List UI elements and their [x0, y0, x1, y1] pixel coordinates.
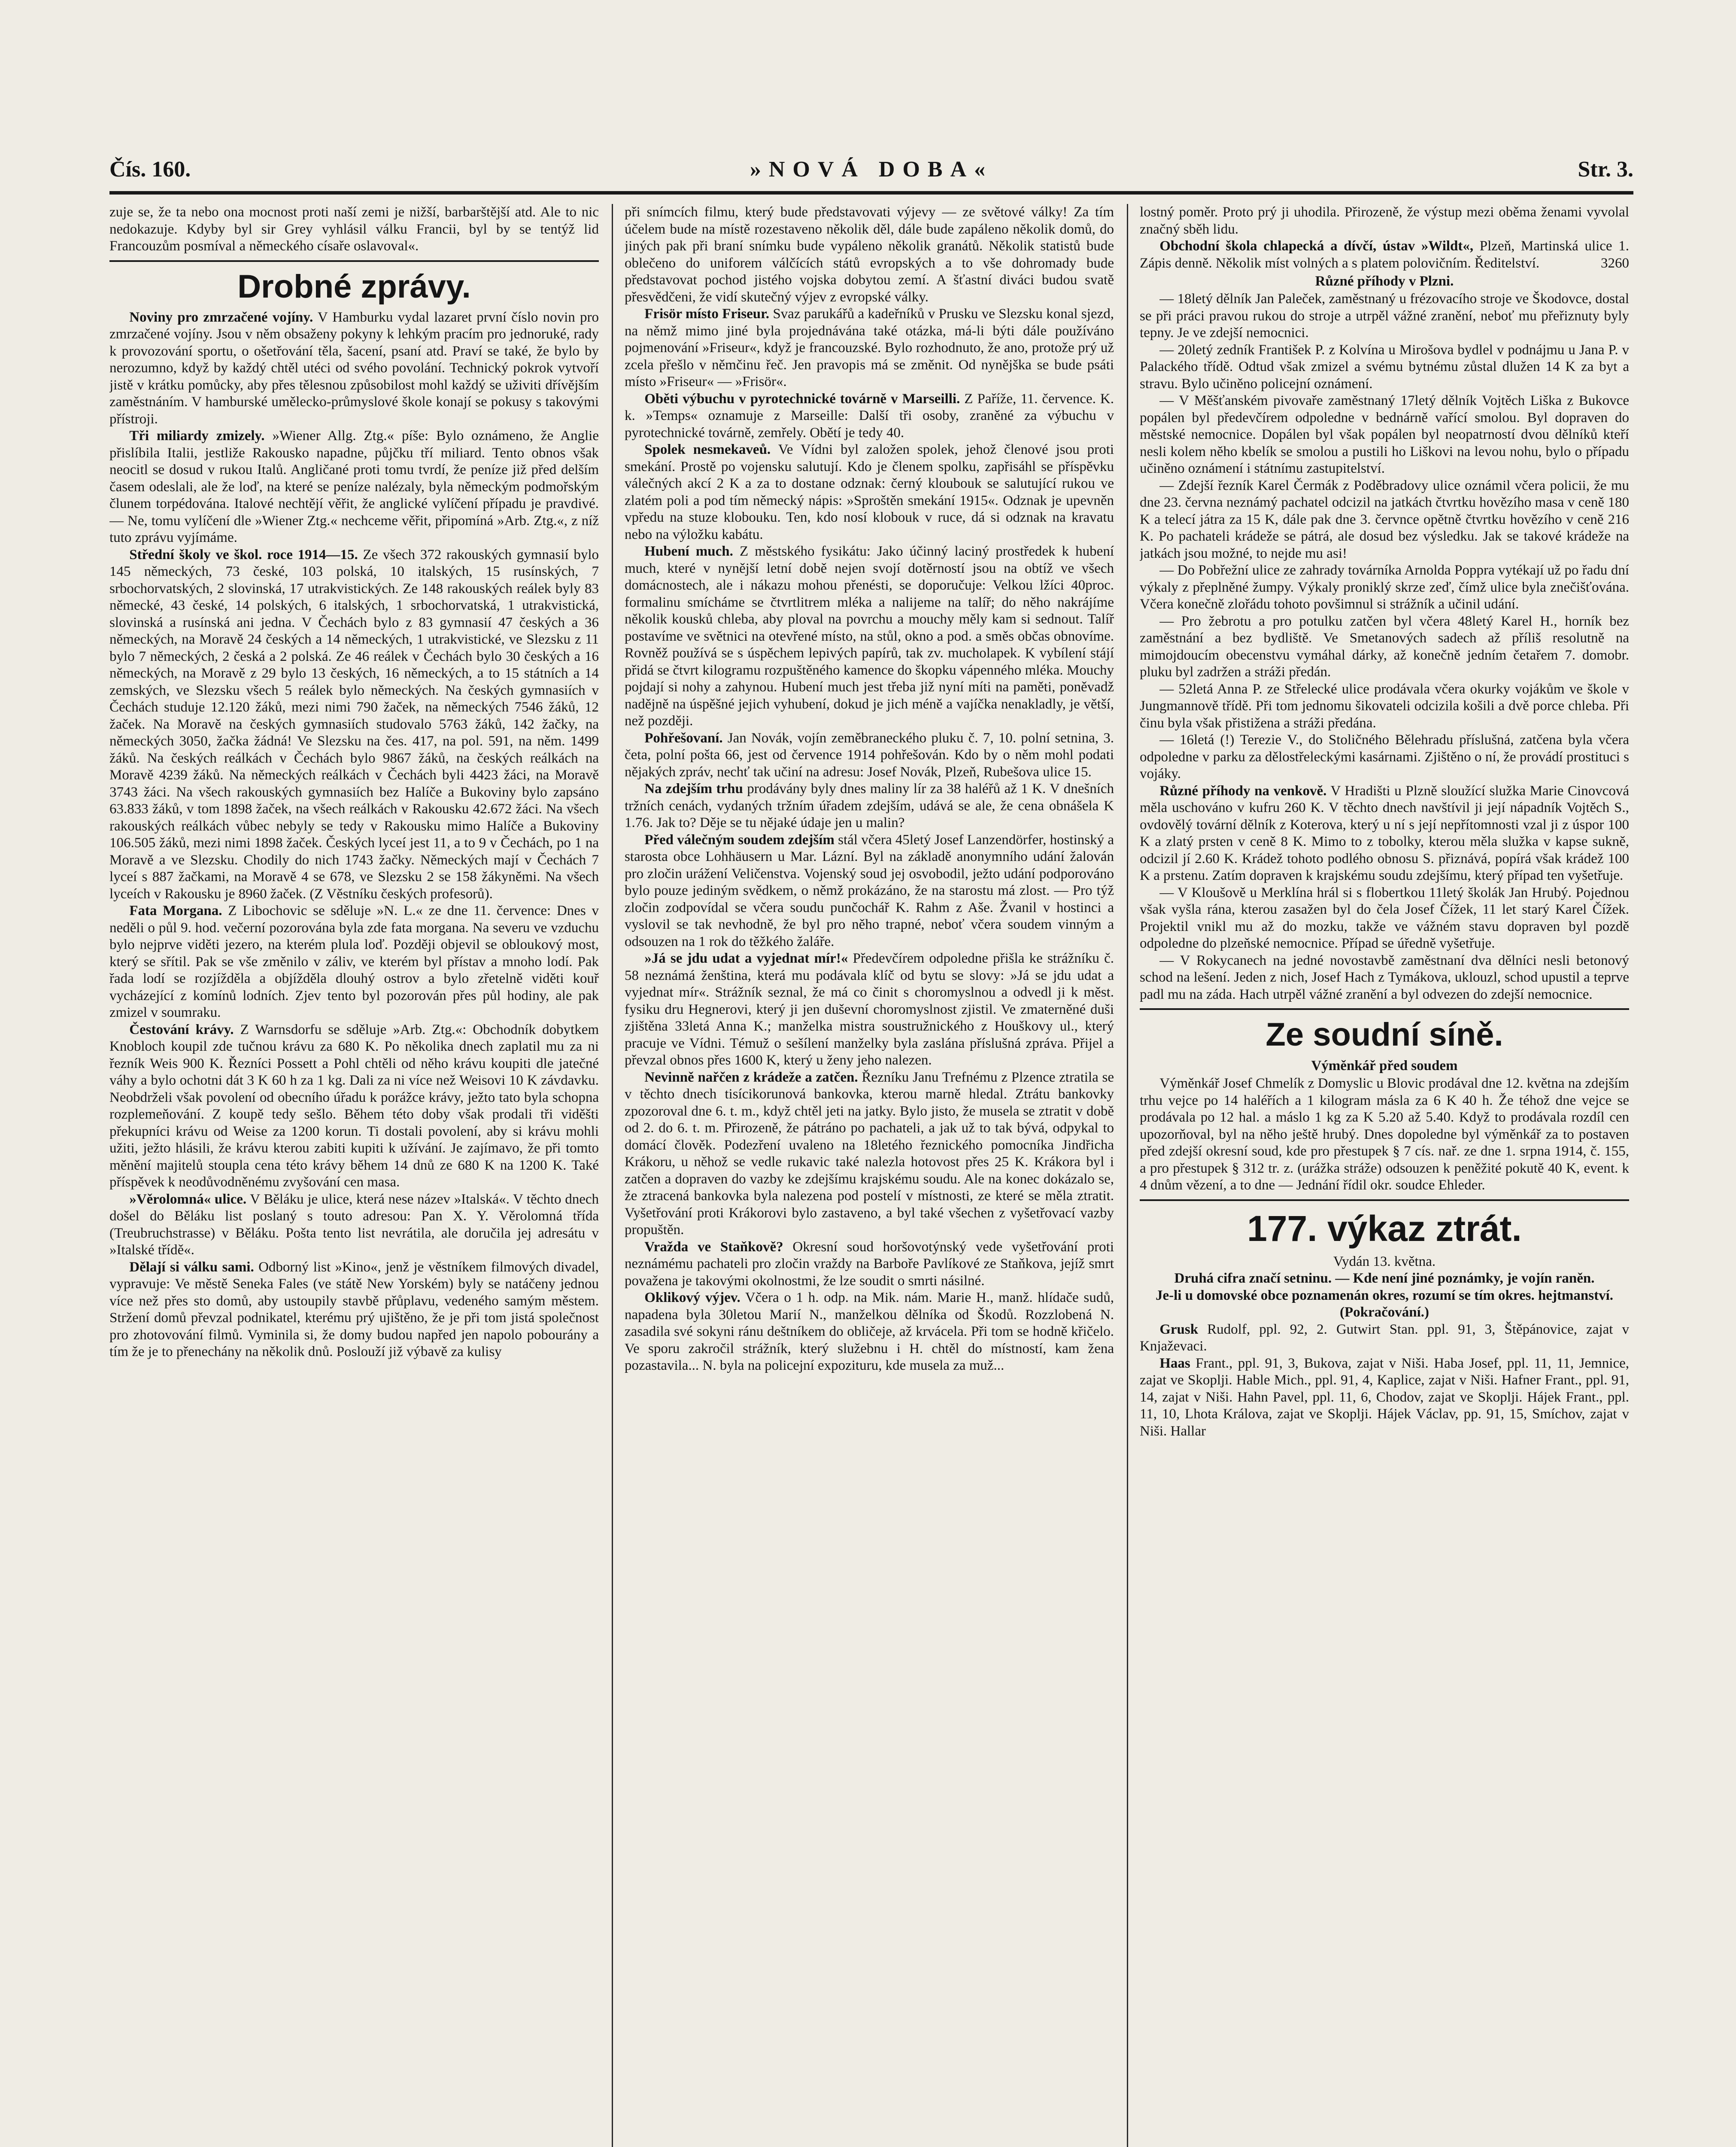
issue-number: Čís. 160.: [109, 157, 191, 182]
news-item: [625, 781, 1114, 832]
casualty-details: Rudolf, ppl. 92, 2. Gutwirt Stan. ppl. 91, 3, Štěpánovice, zajat v Knjaževaci.: [1140, 1321, 1629, 1354]
news-headline: Nevinně nařčen z krádeže a zatčen.: [644, 1069, 858, 1085]
news-headline: Oběti výbuchu v pyrotechnické továrně v Marseilli.: [644, 391, 960, 407]
news-item: [109, 1259, 599, 1361]
news-headline: Spolek nesmekaveů.: [644, 442, 771, 457]
news-headline: Pohřešovaní.: [644, 730, 723, 746]
section-rule: [109, 260, 599, 262]
subsection-title: Výměnkář před soudem: [1311, 1058, 1458, 1074]
news-body: Ve Vídni byl založen spolek, jehož členové jsou proti smekání. Prostě po vojensku salutují. Kdo je členem spolku, zapřisáhl se příspěvku válečných akcí 2 K a za to dostane odznak: černý kloubouk se salutující rukou ve zlatém poli a pod tím německý nápis: »Sproštěn smekání 1915«. Odznak je upevněn vpředu na stuze klobouku. Ten, kdo nosí klobouk v ruce, dá si odznak na kravatu nebo na výložku kabátu.: [625, 442, 1114, 542]
news-body: — V Kloušově u Merklína hrál si s flobertkou 11letý školák Jan Hrubý. Pojednou však vyšla rána, kterou zasažen byl do čela Josef Čížek, 11 let starý Karel Čížek. Projektil vnikl mu až do mozku, takže ve vážném stavu dopraven byl pozdě odpoledne do plzeňské nemocnice. Případ se úředně vyšetřuje.: [1140, 885, 1629, 951]
news-item: [625, 1289, 1114, 1375]
news-body: Svaz parukářů a kadeřníků v Prusku ve Slezsku konal sjezd, na němž mimo jiné byla projednávána také otázka, má-li býti dále používáno pojmenování »Friseur«, když je francouzské. Bylo rozhodnuto, že ano, protože prý už zcela přešlo v němčinu řeč. Jen pravopis má se změnit. Od nynějška se bude psáti místo »Friseur« — »Frisör«.: [625, 306, 1114, 389]
news-body: V Hamburku vydal lazaret první číslo novin pro zmrzačené vojíny. Jsou v něm obsaženy pokyny k lehkým pracím pro jednoruké, rady k provozování sportu, o ošetřování těla, šacení, psaní atd. Praví se také, že bylo by nerozumno, když by každý chtěl utéci od svého povolání. Technický pokrok vytvoří jistě v krátku pomůcky, aby přes tělesnou způsobilost mohl každý se uživiti dřívějším zaměstnáním. V hamburské umělecko-průmyslové škole konají se pokusy s takovými přístroji.: [109, 309, 599, 427]
casualty-details: Frant., ppl. 91, 3, Bukova, zajat v Niši. Haba Josef, ppl. 11, 11, Jemnice, zajat ve Skoplji. Hable Mich., ppl. 91, 4, Kaplice, zajat v Niši. Hafner Frant., ppl. 91, 14, zajat v Niši. Hahn Pavel, ppl. 11, 6, Chodov, zajat ve Skoplji. Hájek Frant., ppl. 11, 10, Lhota Králova, zajat ve Skoplji. Hájek Václav, pp. 91, 15, Smíchov, zajat v Niši. Hallar: [1140, 1355, 1629, 1439]
news-body: — Pro žebrotu a pro potulku zatčen byl včera 48letý Karel H., horník bez zaměstnání a bez bydliště. Ve Smetanových sadech až příliš resolutně na mimojdoucím obecenstvu vymáhal dárky, až konečně jedním četařem 7. domobr. pluku byl zadržen a stráži předán.: [1140, 613, 1629, 680]
news-body: Výměnkář Josef Chmelík z Domyslic u Blovic prodával dne 12. května na zdejším trhu vejce po 14 haléřích a 1 kilogram másla za 6 K 40 h. Že téhož dne vejce se prodávala po 12 hal. a máslo 1 kg za K 5.20 až 5.40. Když to prodávala rozdíl cen upozorňoval, byl na něho ještě hrubý. Dnes dopoledne byl výměnkář za to postaven před zdejší okresní soud, kde pro přestupek § 7 cís. nař. ze dne 1. srpna 1914, č. 155, a pro přestupek § 312 tr. z. (urážka stráže) odsouzen k peněžité pokutě 40 K, event. k 4 dnům vězení, a to dne — Jednání řídil okr. soudce Ehleder.: [1140, 1076, 1629, 1193]
casualty-entry: [1140, 1321, 1629, 1355]
casualty-list-continuation: (Pokračování.): [1339, 1305, 1429, 1320]
news-headline: Hubení much.: [644, 544, 733, 559]
news-headline: Před válečným soudem zdejším: [644, 832, 835, 848]
news-item: [625, 441, 1114, 543]
casualty-list-date: Vydán 13. května.: [1333, 1253, 1436, 1269]
news-body: Ze všech 372 rakouských gymnasií bylo 145 německých, 73 české, 103 polská, 10 italských, 15 rusínských, 7 srbochorvatských, 2 slovinská, 17 utrakvistických. Ze 148 rakouských reálek byly 83 německé, 43 české, 14 polských, 6 italských, 1 srbochorvatská, 1 utrakvistická, slovinská a rusínská ani jedna. V Čechách bylo z 83 gymnasií 47 českých a 36 německých, na Moravě 24 českých a 14 německých, 1 utrakvistické, ve Slezsku z 11 bylo 7 německých, 2 česká a 2 polská. Ze 46 reálek v Čechách bylo 30 českých a 16 německých, na Moravě z 29 bylo 13 českých, 16 německých, a to 15 státních a 14 zemských, ve Slezsku všech 5 reálek bylo německých. Na českých gymnasiích v Čechách studuje 12.120 žáků, mezi nimi 790 žaček, na německých 7546 žáků, 12 žaček. Na Moravě na českých gymnasiích studovalo 5763 žáků, 142 žačky, na německých 3050, žačka žádná! Ve Slezsku na čes. 417, na pol. 591, na něm. 1499 žáků. Na českých reálkách v Čechách bylo 9867 žáků, na českých reálkách na Moravě 4239 žáků. Na německých reálkách v Čechách byli 4423 žáci, na Moravě 3743 žáci. Na všech rakouských gymnasiích bez Halíče a Bukoviny bylo zapsáno 63.833 žáků, v tom 1898 žaček, na všech reálkách v Rakousku 42.672 žáci. Na všech rakouských reálkách vůbec nebyly se tedy v Rakousku mimo Halíče a Bukoviny 106.505 žáků, mezi nimi 1898 žaček. Českých lyceí jest 11, a to 9 v Čechách, po 1 na Moravě a ve Slezsku. Chodily do nich 1743 žačky. Německých mají v Čechách 7 lyceí s 887 žačkami, na Moravě 4 se 678, ve Slezsku 2 se 158 žákyněmi. Na všech lyceích v Rakousku je 8960 žaček. (Z Věstníku českých profesorů).: [109, 547, 599, 902]
page-number: Str. 3.: [1578, 157, 1633, 182]
news-headline: Vražda ve Staňkově?: [644, 1239, 783, 1255]
section-title: Drobné zprávy.: [237, 268, 471, 305]
section-rule: [1140, 1199, 1629, 1201]
news-body: Z městského fysikátu: Jako účinný laciný prostředek k hubení much, které v nynější letní době nejen svojí dotěrností jsou na obtíž ve všech domácnostech, ale i nákazu mohou přenésti, se doporučuje: Velkou lžíci 40proc. formalinu smícháme se čtvrtlitrem mléka a nalijeme na talíř; do něho nakrájíme několik kousků chleba, aby ploval na povrchu a mouchy měly kam si sednout. Talíř postavíme ve světnici na otevřené místo, na stůl, okno a pod. a směs občas obnovíme. Rovněž používá se s úspěchem lepivých papírů, tak zv. mucholapek. K vybílení stájí přidá se čtvrt kilogramu rozpuštěného kamence do škopku vápenného mléka. Mouchy pojdají si nohy a zahynou. Hubení much jest třeba již nyní míti na paměti, poněvadž nadějně na úspěšné jejich vyhubení, dokud je jich méně a vajíčka nenakladly, je větší, než později.: [625, 544, 1114, 729]
news-body: »Wiener Allg. Ztg.« píše: Bylo oznámeno, že Anglie přislíbila Italii, jestliže Rakousko napadne, půjčku tří miliard. Tento obnos však neocitl se dosud v rukou Italů. Angličané proti tomu tvrdí, že peníze již před delším časem odeslali, ale že loď, na které se peníze nalézaly, byla německým podmořským člunem torpédována. Italové nechtějí věřit, že anglické vylíčení případu je pravdivé. — Ne, tomu vylíčení dle »Wiener Ztg.« nechceme věřit, připomíná »Arb. Ztg.«, z níž tuto zprávu vyjímáme.: [109, 428, 599, 545]
subsection-title: Různé příhody v Plzni.: [1315, 274, 1454, 289]
column-1: [109, 204, 599, 2147]
news-item: [625, 730, 1114, 781]
header-rule: [109, 191, 1633, 195]
news-item: [625, 950, 1114, 1069]
news-headline: Dělají si válku sami.: [129, 1259, 254, 1275]
news-item: [625, 832, 1114, 951]
news-body: Předevčírem odpoledne přišla ke strážníku č. 58 neznámá ženština, která mu podávala klíč od bytu se slovy: »Já se jdu udat a vyjednat mír«. Strážník seznal, že má co činit s choromyslnou a odvedl ji k měst. fysiku dru Hegnerovi, který ji jen duševní choromyslnost zjistil. Ve zmaterněné duši zjištěna 33letá Anna K.; manželka mistra soustružnického z Houškovy ul., který pracuje ve Vídni. Témuž o sešílení manželky byla zaslána příslušná zpráva. Přijel a převzal obnos přes 1600 K, který u ženy jeho nalezen.: [625, 951, 1114, 1068]
news-item: [625, 1069, 1114, 1239]
news-body: Okresní soud horšovotýnský vede vyšetřování proti neznámému pachateli pro zločin vraždy na Barboře Pavlíkové ze Staňkova, jejíž smrt považena je takovými okolnostmi, že lze soudit o smrti násilné.: [625, 1239, 1114, 1289]
news-body: při snímcích filmu, který bude představovati výjevy — ze světové války! Za tím účelem bude na místě rozestaveno několik děl, dále bude zapáleno několik domů, do jiných pak při braní snímku bude vypáleno několik granátů. Několik statistů bude oblečeno do uniforem válčících států evropských a to vše dohromady bude představovat pochod jistého vojska dobytou zemí. A šťastní diváci budou svatě přesvědčeni, že vidí skutečný výjev z evropské války.: [625, 204, 1114, 305]
casualty-list-note: Druhá cifra značí setninu. — Kde není jiné poznámky, je vojín raněn.: [1174, 1271, 1595, 1286]
ad-body: Plzeň, Martinská ulice 1. Zápis denně. Několik míst volných a s platem polovičním. Ředitelství.: [1140, 238, 1629, 271]
news-headline: Čestování krávy.: [129, 1022, 234, 1037]
news-item: [625, 391, 1114, 442]
news-body: — 18letý dělník Jan Paleček, zaměstnaný u frézovacího stroje ve Škodovce, dostal se při práci pravou rukou do stroje a utrpěl vážné zranění, neboť mu přeřiznuty byly tepny. Je ve zdejší nemocnici.: [1140, 291, 1629, 341]
column-divider: [612, 204, 613, 2147]
news-body: — 16letá (!) Terezie V., do Stoličného Bělehradu příslušná, zatčena byla včera odpoledne v parku za dělostřeleckými kasárnami. Zjištěno o ní, že provádí prostituci s vojáky.: [1140, 732, 1629, 782]
casualty-entry: [1140, 1355, 1629, 1440]
news-body: lostný poměr. Proto prý ji uhodila. Přirozeně, že výstup mezi oběma ženami vyvolal značný sběh lidu.: [1140, 204, 1629, 237]
news-body: Z Warnsdorfu se sděluje »Arb. Ztg.«: Obchodník dobytkem Knobloch koupil zde tučnou krávu za 680 K. Po několika dnech zaplatil mu za ni řezník Weis 900 K. Řezníci Possett a Pohl chtěli od něho krávu koupiti dle jatečné váhy a bylo ochotni dát 3 K 60 h za 1 kg. Dali za ni více než Weisovi 10 K závdavku. Neobdrželi však povolení od obecního úřadu k porážce krávy, ježto tato byla schopna rozplemeňování. Z koupě tedy sešlo. Během této doby však prodali tři viděšti překupníci krávu od Weise za 1200 korun. Ti dostali povolení, aby si krávu mohli užiti, ježto hlásili, že krávu kterou zabiti kupiti k užívání. Je zajímavo, že při tomto měnění majitelů stoupla cena této krávy během 14 dnů ze 680 K na 1200 K. Také příspěvek k neodůvodněnému zvyšování cen masa.: [109, 1022, 599, 1190]
news-body: — V Rokycanech na jedné novostavbě zaměstnaní dva dělníci nesli betonový schod na lešení. Jeden z nich, Josef Hach z Tymákova, uklouzl, schod upustil a teprve padl mu na záda. Hach utrpěl vážné zranění a byl odvezen do zdejší nemocnice.: [1140, 952, 1629, 1002]
news-body: — V Měšťanském pivovaře zaměstnaný 17letý dělník Vojtěch Liška z Bukovce popálen byl předevčírem odpoledne v bednárně vařící smolou. Byl dopraven do městské nemocnice. Dopálen byl však popálen byl neopatrností dvou dělníků kteří nesli kolem něho kbelík se smolou a pustili ho Liškovi na levou nohu, bylo o případu učiněno oznámení i státnímu zastupitelství.: [1140, 393, 1629, 476]
news-body: — Zdejší řezník Karel Čermák z Poděbradovy ulice oznámil včera policii, že mu dne 23. června neznámý pachatel odcizil na jatkách čtvrtku hovězího masa v ceně 180 K a telecí játra za 15 K, dále pak dne 3. červnce opětně čtvrtku hovězího v ceně 216 K. Po pachateli krádeže se pátrá, ale dosud bez výsledku. Jak se takové krádeže na jatkách jsou možné, to nejde mu asi!: [1140, 477, 1629, 561]
news-headline: Různé příhody na venkově.: [1159, 783, 1327, 799]
section-rule: [1140, 1008, 1629, 1010]
news-body: V Hradišti u Plzně sloužící služka Marie Cinovcová měla uschováno v kufru 260 K. V těchto dnech navštívil ji její nápadník Vojtěch S., ovdovělý tovární dělník z Koterova, který u ní s její nepřítomnosti vzal ji z úspor 100 K a zlatý prsten v ceně 8 K. Mimo to z tobolky, kterou měla služka v kapse sukně, odcizil jí 2.60 K. Krádež tohoto podlého obnosu S. přiznává, popírá však krádež 100 K a prstenu. Zatím dopraven k krajskému soudu zdejšímu, který případ ten vyšetřuje.: [1140, 783, 1629, 883]
newspaper-title: »NOVÁ DOBA«: [750, 157, 993, 182]
casualty-name: Haas: [1159, 1355, 1190, 1371]
ad-headline: Obchodní škola chlapecká a dívčí, ústav »Wildt«,: [1159, 238, 1474, 254]
news-body: prodávány byly dnes maliny lír za 38 haléřů až 1 K. V dnešních tržních cenách, vydaných tržním úřadem zdejším, udává se ale, že cena obnášela K 1.76. Jak to? Děje se tu nějaké údaje jen u malin?: [625, 781, 1114, 830]
casualty-name: Grusk: [1159, 1321, 1199, 1337]
casualty-list-note: Je-li u domovské obce poznamenán okres, rozumí se tím okres. hejtmanství.: [1155, 1287, 1614, 1303]
news-body: stál včera 45letý Josef Lanzendörfer, hostinský a starosta obce Lohhäusern u Mar. Lázní. Byl na základě anonymního udání žalován pro zločin urážení Veličenstva. Vojenský soud jej osvobodil, ježto udání podporováno bylo pouze jediným svědkem, o němž prokázáno, že na starostu má zlost. — Pro týž zločin zodpovídal se včera soudu punčochář K. Rahm z Aše. Žvanil v hostinci a vyslovil se tak nevhodně, že byl pro něho trapné, neboť včera soudem vinným a odsouzen na 1 rok do těžkého žaláře.: [625, 832, 1114, 949]
news-item: [625, 543, 1114, 730]
news-item: [109, 903, 599, 1022]
news-body: Jan Novák, vojín zeměbraneckého pluku č. 7, 10. polní setnina, 3. četa, polní pošta 66, jest od července 1914 pohřešován. Kdo by o něm mohl podati nějakých zpráv, nechť tak učiní na adresu: Josef Novák, Plzeň, Rubešova ulice 15.: [625, 730, 1114, 780]
news-item: [625, 1239, 1114, 1290]
news-headline: Tři miliardy zmizely.: [129, 428, 265, 444]
news-body: Z Libochovic se sděluje »N. L.« ze dne 11. července: Dnes v neděli o půl 9. hod. večerní pozorována byla zde fata morgana. Na severu ve vzduchu bylo nejprve viděti jezero, na kterém plula loď. Později objevil se obloukový most, který se sřítil. Pak se vše změnilo v záliv, ve kterém byl přístav a mnoho lodí. Pak řada lodí se rozjížděla a objížděla dlouhý ostrov a bylo zřetelně viděti kouř vycházející z komínů lodních. Zjev tento byl pozorován přes půl hodiny, ale pak zmizel v soumraku.: [109, 903, 599, 1020]
news-body: V Běláku je ulice, která nese název »Italská«. V těchto dnech došel do Běláku list poslaný s touto adresou: Pan X. Y. Věrolomná třída (Treubruchstrasse) v Běláku. Pošta tento list nevrátila, ale doručila jej adresátu v »Italské třídě«.: [109, 1191, 599, 1258]
news-headline: Noviny pro zmrzačené vojíny.: [129, 309, 313, 325]
news-item: [1140, 783, 1629, 885]
news-body: Řezníku Janu Trefnému z Plzence ztratila se v těchto dnech tisícikorunová bankovka, kterou marně hledal. Ztrátu bankovky zpozoroval dne 6. t. m., když chtěl jeti na jatky. Bylo jisto, že musela se ztratit v době od 2. do 6. t. m. Přirozeně, že pátráno po pachateli, a jak už to tak bývá, odpykal to domácí člověk. Podezření uvaleno na 18letého řeznického pomocníka Jindřicha Krákoru, u něhož se vedle rukavic také nalezla hotovost přes 25 K. Krákora byl i zatčen a dopraven do vazby ke zdejšímu krajskému soudu. Ale na konec dokázalo se, že ztracená bankovka byla nalezena pod postelí v místnosti, ze které se měla ztratit. Vyšetřování proti Krákorovi bylo zastaveno, a byl také všechen z vyšetřovací vazby propuštěn.: [625, 1069, 1114, 1238]
section-title: 177. výkaz ztrát.: [1247, 1208, 1522, 1249]
column-3: [1140, 204, 1629, 2147]
news-item: [109, 1022, 599, 1191]
news-item: [109, 1191, 599, 1259]
news-item: [109, 428, 599, 547]
news-body: Včera o 1 h. odp. na Mik. nám. Marie H., manž. hlídače sudů, napadena byla 30letou Marií N., manželkou dělníka od Škodů. Rozzlobená N. zasadila své sokyni ránu deštníkem do obličeje, až krvácela. Při tom se hodně křičelo. Ve sporu zakročil strážník, který služebnu i H. chtěl do místností, kam žena pozastavila... N. byla na policejní expozituru, kde musela za muž...: [625, 1290, 1114, 1373]
news-headline: Fata Morgana.: [129, 903, 222, 918]
news-headline: Frisör místo Friseur.: [644, 306, 769, 322]
news-item: [109, 547, 599, 903]
page-header: [109, 157, 1633, 187]
newspaper-page: [109, 157, 1633, 2147]
news-body: — 20letý zedník František P. z Kolvína u Mirošova bydlel v podnájmu u Jana P. v Palackého třídě. Odtud však zmizel a svému bytnému zůstal dlužen 14 K za byt a stravu. Bylo učiněno policejní oznámení.: [1140, 342, 1629, 392]
news-headline: »Věrolomná« ulice.: [129, 1191, 247, 1207]
news-body: Z Paříže, 11. července. K. k. »Temps« oznamuje z Marseille: Další tři osoby, zraněné za výbuchu v pyrotechnické továrně, zemřely. Obětí je tedy 40.: [625, 391, 1114, 441]
news-body: — 52letá Anna P. ze Střelecké ulice prodávala včera okurky vojákům ve škole v Jungmannově třídě. Při tom jednomu šikovateli odcizila košili a dvě porce chleba. Při činu byla však přistižena a stráži předána.: [1140, 681, 1629, 731]
column-divider: [1127, 204, 1128, 2147]
ad-number: 3260: [1601, 255, 1629, 271]
news-headline: »Já se jdu udat a vyjednat mír!«: [644, 951, 848, 966]
news-body: Odborný list »Kino«, jenž je věstníkem filmových divadel, vypravuje: Ve městě Seneka Fales (ve státě New Yorském) byly se natáčeny jednou více než přes sto domů, aby ustoupily stavbě přůplavu, vedeného samým městem. Stržení domů převzal podnikatel, kterému prý ujištěno, že je při tom jistá společnost pro zhotovování filmů. Vyminila si, že domy budou napřed jen napolo pobourány a tím že je to přenechány na několik dnů. Poslouží již výbavě za kulisy: [109, 1259, 599, 1359]
news-headline: Na zdejším trhu: [644, 781, 743, 797]
column-2: [625, 204, 1114, 2147]
news-item: [625, 306, 1114, 391]
news-body: — Do Pobřežní ulice ze zahrady továrníka Arnolda Poppra vytékají už po řadu dní výkaly z přeplněné žumpy. Výkaly proniklý skrze zeď, čímž ulice byla znečišťována. Včera konečně zlořádu tohoto povšimnul si strážník a učinil udání.: [1140, 563, 1629, 612]
news-item: [109, 309, 599, 428]
section-title: Ze soudní síně.: [1266, 1016, 1503, 1053]
news-headline: Střední školy ve škol. roce 1914—15.: [129, 547, 358, 563]
advertisement: [1140, 238, 1629, 272]
news-headline: Oklikový výjev.: [644, 1290, 741, 1305]
article-continuation: zuje se, že ta nebo ona mocnost proti naší zemi je nižší, barbarštější atd. Ale to nic nedokazuje. Kdyby byl sir Grey vyhlásil válku Francii, byl by se tentýž lid Francouzům posmíval a německého císaře oslavoval«.: [109, 204, 599, 254]
